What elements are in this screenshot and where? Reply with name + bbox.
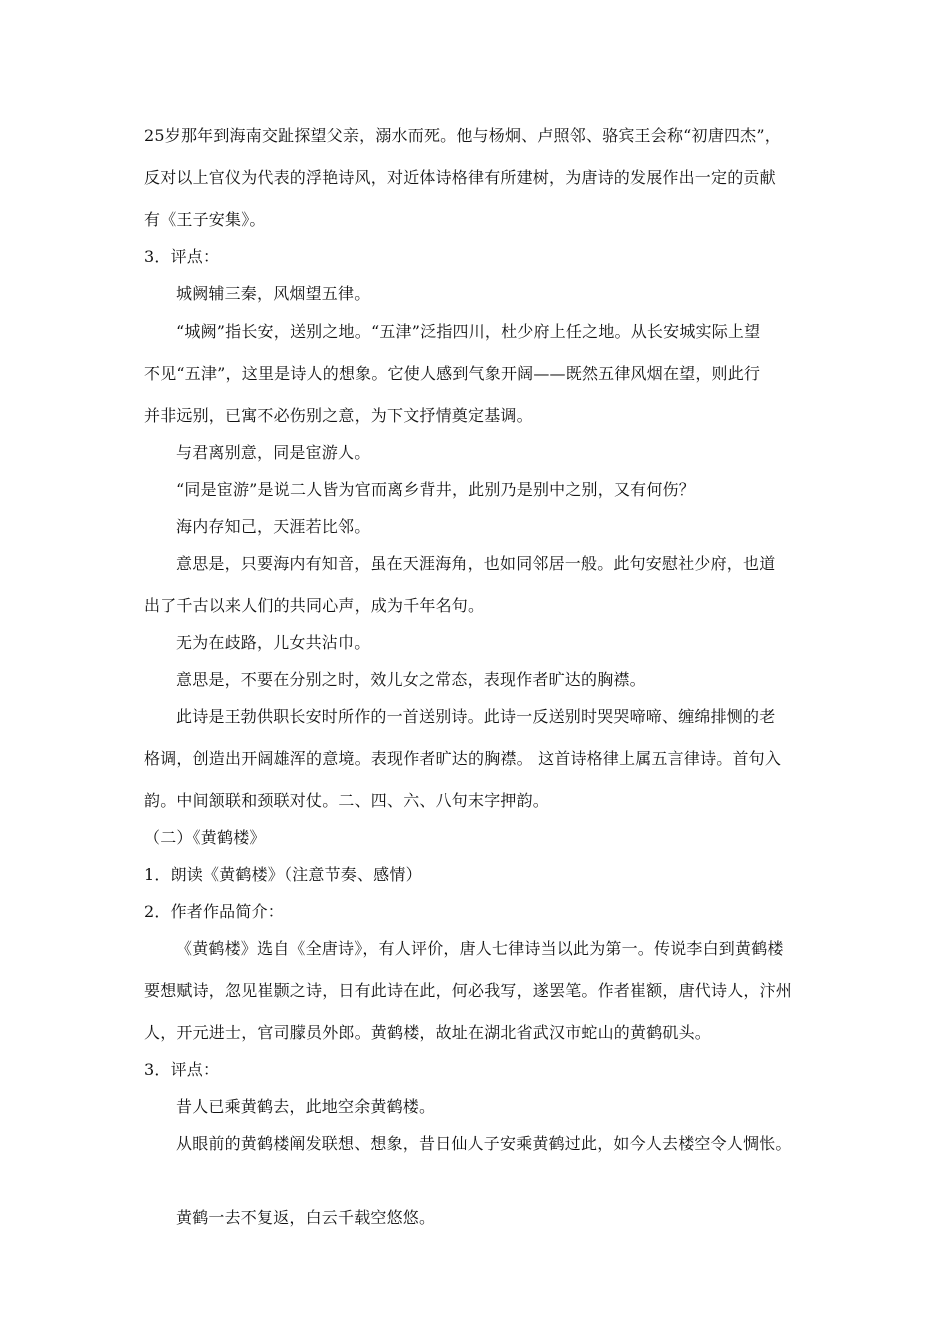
paragraph-line: 不见“五津”，这里是诗人的想象。它使人感到气象开阔——既然五律风烟在望，则此行 xyxy=(144,364,761,383)
paragraph-line: 格调，创造出开阔雄浑的意境。表现作者旷达的胸襟。 这首诗格律上属五言律诗。首句入 xyxy=(144,749,782,768)
section-heading: 1．朗读《黄鹤楼》（注意节奏、感情） xyxy=(144,865,422,884)
paragraph-line: 从眼前的黄鹤楼阐发联想、想象，昔日仙人子安乘黄鹤过此，如今人去楼空令人惆怅。 xyxy=(176,1134,792,1153)
paragraph-line: “城阙”指长安，送别之地。“五津”泛指四川，杜少府上任之地。从长安城实际上望 xyxy=(176,322,761,341)
paragraph-line: 意思是，不要在分别之时，效儿女之常态，表现作者旷达的胸襟。 xyxy=(176,670,646,689)
section-heading: 3．评点： xyxy=(144,247,220,266)
paragraph-line: “同是宦游”是说二人皆为官而离乡背井，此别乃是别中之别，又有何伤？ xyxy=(176,480,695,499)
section-heading: （二）《黄鹤楼》 xyxy=(144,828,266,847)
poem-line: 昔人已乘黄鹤去，此地空余黄鹤楼。 xyxy=(176,1097,436,1116)
poem-line: 与君离别意，同是宦游人。 xyxy=(176,443,371,462)
paragraph-line: 韵。中间颔联和颈联对仗。二、四、六、八句末字押韵。 xyxy=(144,791,550,810)
paragraph-line: 25岁那年到海南交趾探望父亲，溺水而死。他与杨炯、卢照邻、骆宾王会称“初唐四杰”， xyxy=(144,126,781,145)
poem-line: 海内存知己，天涯若比邻。 xyxy=(176,517,371,536)
poem-line: 城阙辅三秦，风烟望五律。 xyxy=(176,284,371,303)
poem-line: 黄鹤一去不复返，白云千载空悠悠。 xyxy=(176,1208,436,1227)
paragraph-line: 并非远别，已寓不必伤别之意，为下文抒情奠定基调。 xyxy=(144,406,533,425)
paragraph-line: 出了千古以来人们的共同心声，成为千年名句。 xyxy=(144,596,485,615)
section-heading: 3．评点： xyxy=(144,1060,220,1079)
paragraph-line: 有《王子安集》。 xyxy=(144,210,266,229)
section-heading: 2．作者作品简介： xyxy=(144,902,284,921)
paragraph-line: 《黄鹤楼》选自《全唐诗》，有人评价，唐人七律诗当以此为第一。传说李白到黄鹤楼 xyxy=(176,939,784,958)
poem-line: 无为在歧路，儿女共沾巾。 xyxy=(176,633,371,652)
paragraph-line: 要想赋诗，忽见崔颢之诗，日有此诗在此，何必我写，遂罢笔。作者崔额，唐代诗人，汴州 xyxy=(144,981,793,1000)
paragraph-line: 此诗是王勃供职长安时所作的一首送别诗。此诗一反送别时哭哭啼啼、缠绵排恻的老 xyxy=(176,707,776,726)
paragraph-line: 意思是，只要海内有知音，虽在天涯海角，也如同邻居一般。此句安慰社少府，也道 xyxy=(176,554,776,573)
paragraph-line: 人，开元进士，官司朦员外郎。黄鹤楼，故址在湖北省武汉市蛇山的黄鹤矶头。 xyxy=(144,1023,712,1042)
paragraph-line: 反对以上官仪为代表的浮艳诗风，对近体诗格律有所建树，为唐诗的发展作出一定的贡献 xyxy=(144,168,776,187)
